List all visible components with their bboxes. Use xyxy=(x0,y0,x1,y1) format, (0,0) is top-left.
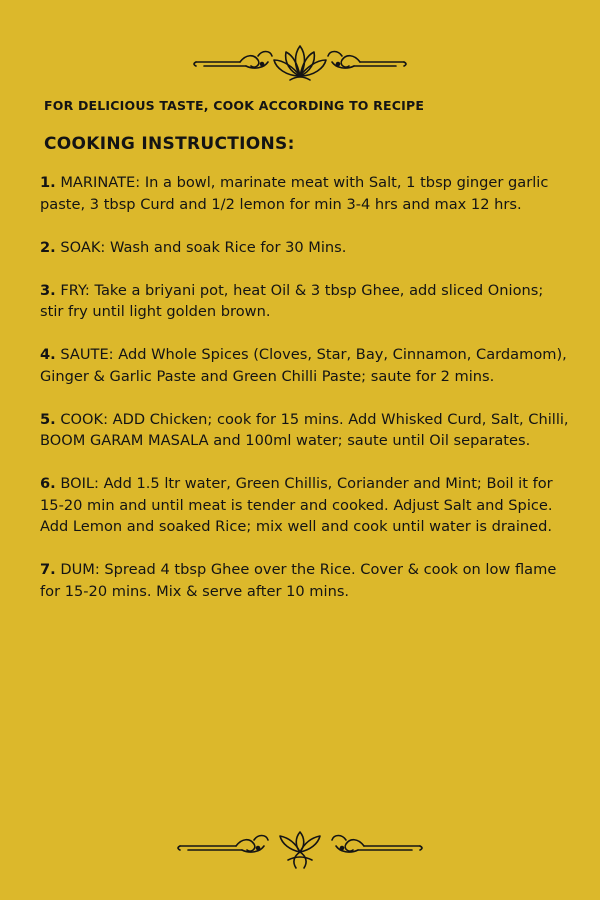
instruction-step-6 xyxy=(40,473,570,538)
instruction-steps-list xyxy=(40,172,570,624)
step-number: 4. xyxy=(40,346,56,363)
step-text: SOAK: Wash and soak Rice for 30 Mins. xyxy=(55,238,347,256)
step-text: BOIL: Add 1.5 ltr water, Green Chillis, Coriander and Mint; Boil it for 15-20 min and until meat is tender and cooked. Adjust Salt and Spice. Add Lemon and soaked Rice; mix well and cook until water is drained. xyxy=(40,475,553,535)
instruction-step-3 xyxy=(40,280,570,323)
step-text: SAUTE: Add Whole Spices (Cloves, Star, Bay, Cinnamon, Cardamom), Ginger & Garlic Paste and Green Chilli Paste; saute for 2 mins. xyxy=(40,346,567,385)
step-text: MARINATE: In a bowl, marinate meat with Salt, 1 tbsp ginger garlic paste, 3 tbsp Curd and 1/2 lemon for min 3-4 hrs and max 12 hrs. xyxy=(40,174,549,213)
top-ornament-divider-icon xyxy=(0,28,600,88)
step-text: DUM: Spread 4 tbsp Ghee over the Rice. Cover & cook on low flame for 15-20 mins. Mix & serve after 10 mins. xyxy=(40,561,557,600)
step-number: 1. xyxy=(40,174,56,191)
step-number: 7. xyxy=(40,561,56,578)
instruction-step-4 xyxy=(40,344,570,387)
step-number: 6. xyxy=(40,475,56,492)
instruction-step-7 xyxy=(40,559,570,602)
step-number: 3. xyxy=(40,281,56,299)
recipe-tagline: FOR DELICIOUS TASTE, COOK ACCORDING TO RECIPE xyxy=(44,98,425,113)
instruction-step-1 xyxy=(40,172,570,215)
step-text: COOK: ADD Chicken; cook for 15 mins. Add Whisked Curd, Salt, Chilli, BOOM GARAM MASALA and 100ml water; saute until Oil separates. xyxy=(40,410,569,449)
step-number: 2. xyxy=(40,238,56,256)
step-number: 5. xyxy=(40,410,56,428)
instruction-step-2 xyxy=(40,237,570,259)
instruction-step-5 xyxy=(40,409,570,452)
step-text: FRY: Take a briyani pot, heat Oil & 3 tbsp Ghee, add sliced Onions; stir fry until light golden brown. xyxy=(40,281,544,320)
cooking-instructions-heading: COOKING INSTRUCTIONS: xyxy=(44,134,295,154)
bottom-ornament-divider-icon xyxy=(0,818,600,878)
